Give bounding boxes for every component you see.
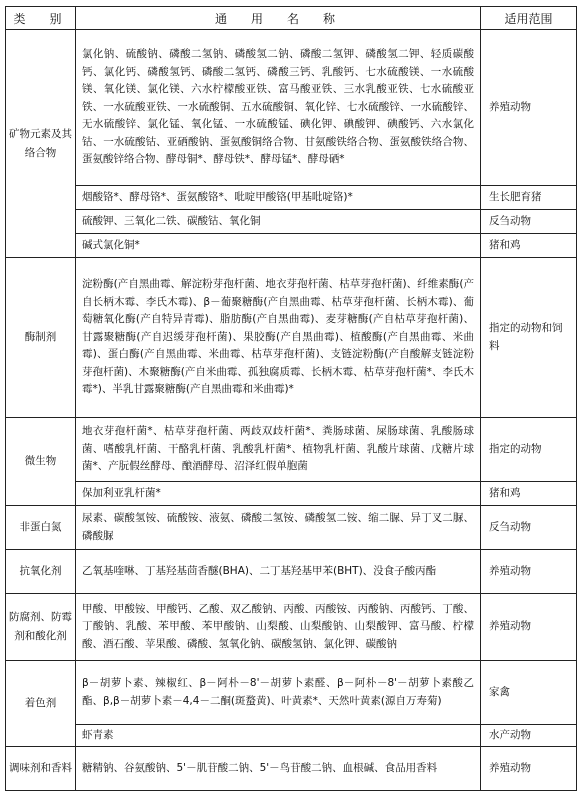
category-cell: 微生物 xyxy=(6,418,76,506)
category-cell: 矿物元素及其络合物 xyxy=(6,30,76,258)
category-cell: 抗氧化剂 xyxy=(6,550,76,594)
scope-cell: 猪和鸡 xyxy=(481,482,577,506)
table-row xyxy=(6,210,577,234)
name-cell: 硫酸钾、三氧化二铁、碳酸钴、氧化铜 xyxy=(76,210,481,234)
scope-cell: 反刍动物 xyxy=(481,506,577,550)
name-cell: 烟酸铬*、酵母铬*、蛋氨酸铬*、吡啶甲酸铬(甲基吡啶铬)* xyxy=(76,186,481,210)
header-name: 通 用 名 称 xyxy=(76,7,481,30)
name-cell: 乙氧基喹啉、丁基羟基茴香醚(BHA)、二丁基羟基甲苯(BHT)、没食子酸丙酯 xyxy=(76,550,481,594)
table-row xyxy=(6,234,577,258)
table-row xyxy=(6,594,577,661)
name-cell: 糖精钠、谷氨酸钠、5'－肌苷酸二钠、5'－鸟苷酸二钠、血根碱、食品用香料 xyxy=(76,747,481,791)
table-row xyxy=(6,258,577,418)
scope-cell: 养殖动物 xyxy=(481,594,577,661)
scope-cell: 养殖动物 xyxy=(481,30,577,186)
category-cell: 酶制剂 xyxy=(6,258,76,418)
table-row xyxy=(6,747,577,791)
table-row xyxy=(6,418,577,482)
scope-cell: 家禽 xyxy=(481,661,577,725)
table-row xyxy=(6,550,577,594)
table-row xyxy=(6,30,577,186)
scope-cell: 养殖动物 xyxy=(481,747,577,791)
name-cell: 保加利亚乳杆菌* xyxy=(76,482,481,506)
category-cell: 防腐剂、防霉剂和酸化剂 xyxy=(6,594,76,661)
name-cell: 碱式氯化铜* xyxy=(76,234,481,258)
scope-cell: 水产动物 xyxy=(481,725,577,747)
name-cell: 尿素、碳酸氢铵、硫酸铵、液氨、磷酸二氢铵、磷酸氢二铵、缩二脲、异丁叉二脲、磷酸脲 xyxy=(76,506,481,550)
name-cell: 虾青素 xyxy=(76,725,481,747)
table-row xyxy=(6,725,577,747)
scope-cell: 养殖动物 xyxy=(481,550,577,594)
name-cell: 氯化钠、硫酸钠、磷酸二氢钠、磷酸氢二钠、磷酸二氢钾、磷酸氢二钾、轻质碳酸钙、氯化钙、磷酸氢钙、磷酸二氢钙、磷酸三钙、乳酸钙、七水硫酸镁、一水硫酸镁、氧化镁、氯化镁、六水柠檬酸亚铁、富马酸亚铁、三水乳酸亚铁、七水硫酸亚铁、一水硫酸亚铁、一水硫酸铜、五水硫酸铜、氧化锌、七水硫酸锌、一水硫酸锌、无水硫酸锌、氯化锰、氧化锰、一水硫酸锰、碘化钾、碘酸钾、碘酸钙、六水氯化钴、一水硫酸钴、亚硒酸钠、蛋氨酸铜络合物、甘氨酸铁络合物、蛋氨酸铁络合物、蛋氨酸锌络合物、酵母铜*、酵母铁*、酵母锰*、酵母硒* xyxy=(76,30,481,186)
table-row xyxy=(6,186,577,210)
name-cell: 地衣芽孢杆菌*、枯草芽孢杆菌、两歧双歧杆菌*、粪肠球菌、屎肠球菌、乳酸肠球菌、嗜酸乳杆菌、干酪乳杆菌、乳酸乳杆菌*、植物乳杆菌、乳酸片球菌、戊糖片球菌*、产朊假丝酵母、酿酒酵母、沼泽红假单胞菌 xyxy=(76,418,481,482)
scope-cell: 反刍动物 xyxy=(481,210,577,234)
additive-table xyxy=(5,6,577,791)
name-cell: 甲酸、甲酸铵、甲酸钙、乙酸、双乙酸钠、丙酸、丙酸铵、丙酸钠、丙酸钙、丁酸、丁酸钠、乳酸、苯甲酸、苯甲酸钠、山梨酸、山梨酸钠、山梨酸钾、富马酸、柠檬酸、酒石酸、苹果酸、磷酸、氢氧化钠、碳酸氢钠、氯化钾、碳酸钠 xyxy=(76,594,481,661)
header-scope: 适用范围 xyxy=(481,7,577,30)
category-cell: 着色剂 xyxy=(6,661,76,747)
table-row xyxy=(6,482,577,506)
table-row xyxy=(6,661,577,725)
header-category: 类 别 xyxy=(6,7,76,30)
category-cell: 非蛋白氮 xyxy=(6,506,76,550)
scope-cell: 猪和鸡 xyxy=(481,234,577,258)
table-row xyxy=(6,506,577,550)
name-cell: β－胡萝卜素、辣椒红、β－阿朴－8'－胡萝卜素醛、β－阿朴－8'－胡萝卜素酸乙酯、β,β－胡萝卜素－4,4－二酮(斑蝥黄)、叶黄素*、天然叶黄素(源自万寿菊) xyxy=(76,661,481,725)
category-cell: 调味剂和香料 xyxy=(6,747,76,791)
name-cell: 淀粉酶(产自黑曲霉、解淀粉芽孢杆菌、地衣芽孢杆菌、枯草芽孢杆菌)、纤维素酶(产自长柄木霉、李氏木霉)、β－葡聚糖酶(产自黑曲霉、枯草芽孢杆菌、长柄木霉)、葡萄糖氧化酶(产自特异青霉)、脂肪酶(产自黑曲霉)、麦芽糖酶(产自枯草芽孢杆菌)、甘露聚糖酶(产自迟缓芽孢杆菌)、果胶酶(产自黑曲霉)、植酸酶(产自黑曲霉、米曲霉)、蛋白酶(产自黑曲霉、米曲霉、枯草芽孢杆菌)、支链淀粉酶(产自酸解支链淀粉芽孢杆菌)、木聚糖酶(产自米曲霉、孤独腐质霉、长柄木霉、枯草芽孢杆菌*、李氏木霉*)、半乳甘露聚糖酶(产自黑曲霉和米曲霉)* xyxy=(76,258,481,418)
scope-cell: 指定的动物和饲料 xyxy=(481,258,577,418)
scope-cell: 指定的动物 xyxy=(481,418,577,482)
scope-cell: 生长肥育猪 xyxy=(481,186,577,210)
table-header-row xyxy=(6,7,577,30)
